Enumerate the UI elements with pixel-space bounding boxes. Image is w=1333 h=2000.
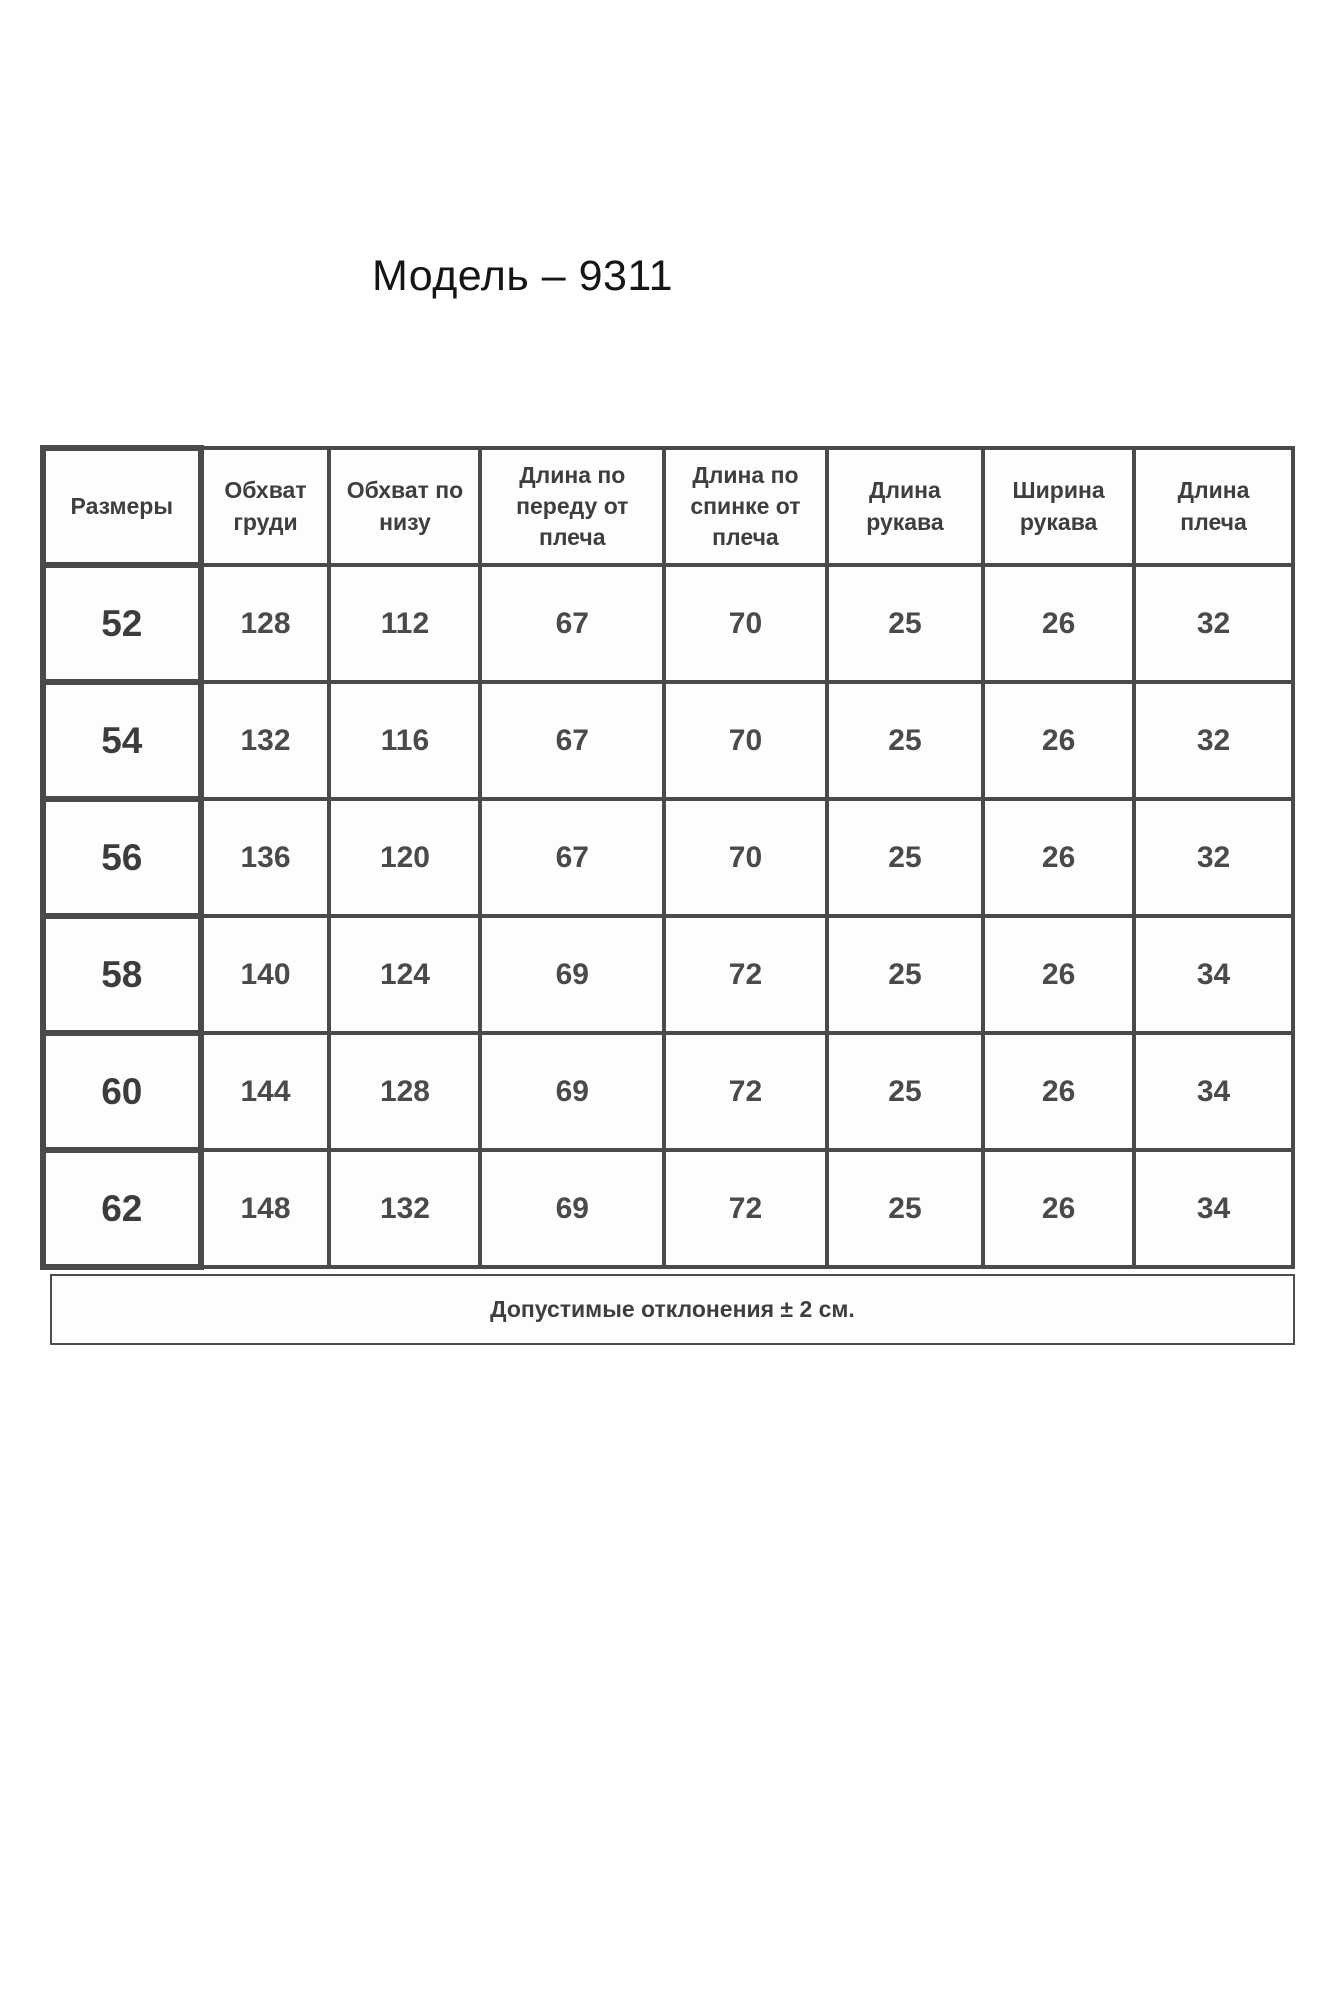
table-row [43,1033,1293,1150]
header-shoulder-length: Длина плеча [1134,448,1293,565]
measurement-cell: 26 [983,799,1134,916]
measurement-cell: 32 [1134,799,1293,916]
header-sleeve-length: Длина рукава [827,448,983,565]
size-table-container [40,445,1295,1345]
measurement-cell: 26 [983,682,1134,799]
size-table [40,445,1295,1270]
measurement-cell: 67 [480,799,664,916]
header-sizes: Размеры [43,448,201,565]
header-bottom: Обхват по низу [329,448,480,565]
measurement-cell: 34 [1134,1150,1293,1267]
measurement-cell: 124 [329,916,480,1033]
measurement-cell: 69 [480,1033,664,1150]
measurement-cell: 25 [827,799,983,916]
measurement-cell: 69 [480,916,664,1033]
measurement-cell: 72 [664,1150,827,1267]
measurement-cell: 70 [664,682,827,799]
measurement-cell: 34 [1134,1033,1293,1150]
table-row [43,799,1293,916]
measurement-cell: 144 [201,1033,330,1150]
table-header [43,448,1293,565]
measurement-cell: 26 [983,1150,1134,1267]
measurement-cell: 132 [201,682,330,799]
header-sleeve-width: Ширина рукава [983,448,1134,565]
header-chest: Обхват груди [201,448,330,565]
size-cell: 58 [43,916,201,1033]
table-row [43,682,1293,799]
size-cell: 62 [43,1150,201,1267]
header-back-length: Длина по спинке от плеча [664,448,827,565]
measurement-cell: 132 [329,1150,480,1267]
measurement-cell: 67 [480,565,664,682]
measurement-cell: 116 [329,682,480,799]
measurement-cell: 120 [329,799,480,916]
header-front-length: Длина по переду от плеча [480,448,664,565]
measurement-cell: 25 [827,1033,983,1150]
size-table-body [43,565,1293,1267]
measurement-cell: 70 [664,799,827,916]
measurement-cell: 69 [480,1150,664,1267]
tolerance-note: Допустимые отклонения ± 2 см. [50,1274,1295,1345]
measurement-cell: 25 [827,1150,983,1267]
measurement-cell: 26 [983,916,1134,1033]
measurement-cell: 32 [1134,682,1293,799]
measurement-cell: 148 [201,1150,330,1267]
measurement-cell: 25 [827,565,983,682]
measurement-cell: 72 [664,916,827,1033]
header-row [43,448,1293,565]
size-cell: 60 [43,1033,201,1150]
size-cell: 52 [43,565,201,682]
measurement-cell: 25 [827,916,983,1033]
measurement-cell: 112 [329,565,480,682]
measurement-cell: 26 [983,1033,1134,1150]
measurement-cell: 136 [201,799,330,916]
table-row [43,1150,1293,1267]
size-cell: 54 [43,682,201,799]
table-row [43,565,1293,682]
measurement-cell: 26 [983,565,1134,682]
measurement-cell: 34 [1134,916,1293,1033]
measurement-cell: 72 [664,1033,827,1150]
measurement-cell: 32 [1134,565,1293,682]
measurement-cell: 70 [664,565,827,682]
measurement-cell: 128 [329,1033,480,1150]
table-row [43,916,1293,1033]
measurement-cell: 25 [827,682,983,799]
page-title: Модель – 9311 [371,252,674,300]
measurement-cell: 140 [201,916,330,1033]
size-cell: 56 [43,799,201,916]
measurement-cell: 128 [201,565,330,682]
measurement-cell: 67 [480,682,664,799]
